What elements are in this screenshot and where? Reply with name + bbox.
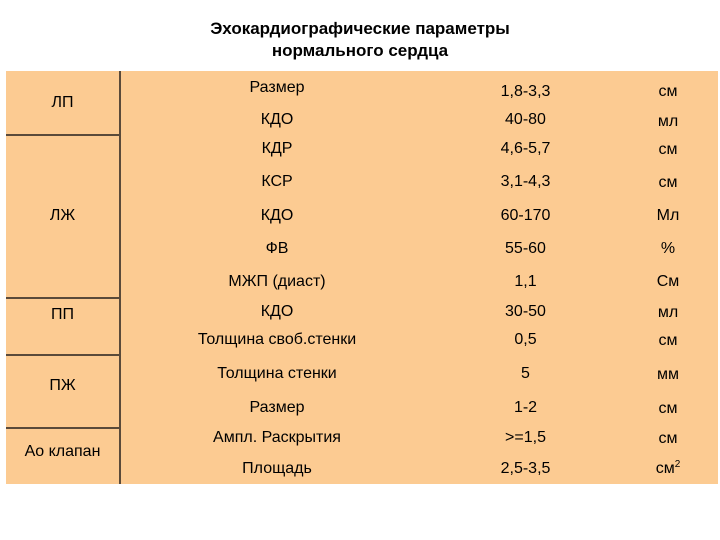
echo-parameters-table [6,71,718,484]
param-cell: КСР [261,173,293,190]
value-cell: >=1,5 [505,429,546,446]
unit-cell: см [658,141,678,158]
value-cell: 5 [521,365,530,382]
group-label-lzh: ЛЖ [49,207,76,224]
unit-cell [618,460,718,478]
group-label-pzh: ПЖ [49,377,76,394]
unit-cell: см [658,332,678,349]
value-cell: 0,5 [514,331,537,348]
param-cell: Ампл. Раскрытия [213,429,341,446]
param-cell: Толщина стенки [217,365,337,382]
group-divider [6,427,121,429]
param-cell: КДО [260,207,294,224]
page-title [0,18,720,62]
unit-text: см [655,460,675,477]
group-column [6,71,121,484]
group-label-lp: ЛП [51,94,74,111]
unit-cell: см [658,174,678,191]
value-cell: 60-170 [500,207,551,224]
value-cell: 40-80 [505,111,546,128]
unit-cell: % [660,240,676,257]
param-cell: МЖП (диаст) [228,273,326,290]
param-cell: КДО [260,111,294,128]
unit-cell: мл [657,113,679,130]
param-cell: КДО [260,303,294,320]
group-divider [6,134,121,136]
param-cell: Толщина своб.стенки [197,331,357,348]
unit-cell: мл [657,304,679,321]
param-cell: Размер [249,399,305,416]
unit-cell: мм [657,366,679,383]
unit-superscript: 2 [674,459,681,470]
value-cell: 55-60 [505,240,546,257]
unit-cell: см [658,83,678,100]
param-cell: ФВ [265,240,289,257]
title-line-2: нормального сердца [271,41,449,60]
param-cell: Размер [249,79,305,96]
unit-cell: См [656,273,680,290]
group-label-ao: Ао клапан [24,443,101,460]
value-cell: 4,6-5,7 [500,140,551,157]
title-line-1: Эхокардиографические параметры [210,19,510,38]
value-cell: 30-50 [505,303,546,320]
group-divider [6,297,121,299]
param-cell: КДР [261,140,293,157]
param-cell: Площадь [242,460,312,477]
unit-cell: см [658,430,678,447]
value-cell: 1,8-3,3 [500,83,551,100]
value-cell: 1,1 [514,273,537,290]
group-divider [6,354,121,356]
unit-cell: Мл [656,207,680,224]
group-label-pp: ПП [51,306,74,323]
value-cell: 3,1-4,3 [500,173,551,190]
value-cell: 1-2 [513,399,538,416]
value-cell: 2,5-3,5 [500,460,551,477]
unit-cell: см [658,400,678,417]
